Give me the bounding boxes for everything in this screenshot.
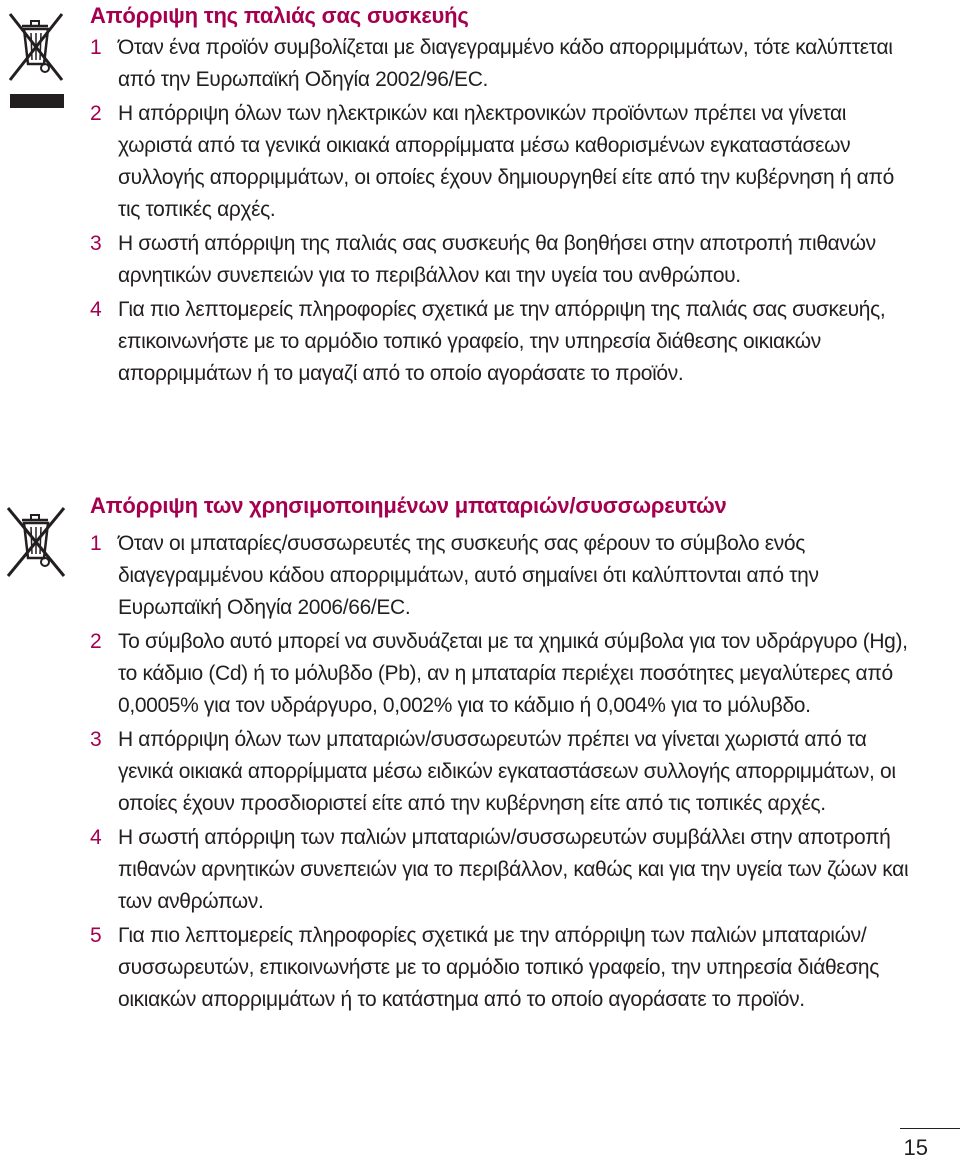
item-text: Το σύμβολο αυτό μπορεί να συνδυάζεται με τα χημικά σύμβολα για τον υδράργυρο (Hg), το κάδμιο (Cd) ή το μόλυβδο (Pb), αν η μπαταρία περιέχει ποσότητες μεγαλύτερες από 0,0005% για τον υδράργυρο, 0,002% για το κάδμιο ή 0,004% για το μόλυβδο. [118,630,908,717]
section-heading: Απόρριψη της παλιάς σας συσκευής [90,3,469,28]
item-text: Όταν ένα προϊόν συμβολίζεται με διαγεγραμμένο κάδο απορριμμάτων, τότε καλύπτεται από την Ευρωπαϊκή Οδηγία 2002/96/EC. [118,36,893,91]
instruction-list [90,528,920,1018]
item-text: Η σωστή απόρριψη των παλιών μπαταριών/συσσωρευτών συμβάλλει στην αποτροπή πιθανών αρνητικών συνεπειών για το περιβάλλον, καθώς και για την υγεία των ζώων και των ανθρώπων. [118,826,909,913]
item-text: Για πιο λεπτομερείς πληροφορίες σχετικά με την απόρριψη των παλιών μπαταριών/συσσωρευτών, επικοινωνήστε με το αρμόδιο τοπικό γραφείο, την υπηρεσία διάθεσης οικιακών απορριμμάτων ή το κατάστημα από το οποίο αγοράσατε το προϊόν. [118,924,880,1011]
list-item [90,528,920,624]
item-number: 4 [90,298,102,321]
item-number: 4 [90,826,102,849]
crossed-out-wheelie-bin-icon [0,494,70,584]
page-number-rule [900,1128,960,1129]
list-item [90,822,920,918]
item-number: 5 [90,924,102,947]
item-number: 2 [90,630,102,653]
item-text: Για πιο λεπτομερείς πληροφορίες σχετικά με την απόρριψη της παλιάς σας συσκευής, επικοινωνήστε με το αρμόδιο τοπικό γραφείο, την υπηρεσία διάθεσης οικιακών απορριμμάτων ή το μαγαζί από το οποίο αγοράσατε το προϊόν. [118,298,886,385]
list-item [90,228,920,292]
item-number: 3 [90,232,102,255]
item-text: Η απόρριψη όλων των ηλεκτρικών και ηλεκτρονικών προϊόντων πρέπει να γίνεται χωριστά από τα γενικά οικιακά απορρίμματα μέσω καθορισμένων εγκαταστάσεων συλλογής απορριμμάτων, οι οποίες έχουν δημιουργηθεί είτε από την κυβέρνηση ή από τις τοπικές αρχές. [118,102,894,221]
list-item [90,98,920,226]
item-number: 1 [90,36,102,59]
section-heading: Απόρριψη των χρησιμοποιημένων μπαταριών/συσσωρευτών [90,493,727,518]
crossed-out-wheelie-bin-with-bar-icon [0,2,70,114]
instruction-list [90,32,920,392]
list-item [90,294,920,390]
list-item [90,724,920,820]
list-item [90,32,920,96]
list-item [90,920,920,1016]
list-item [90,626,920,722]
page-number: 15 [903,1135,928,1160]
item-number: 1 [90,532,102,555]
item-text: Η σωστή απόρριψη της παλιάς σας συσκευής θα βοηθήσει στην αποτροπή πιθανών αρνητικών συνεπειών για το περιβάλλον και την υγεία του ανθρώπου. [118,232,876,287]
item-text: Η απόρριψη όλων των μπαταριών/συσσωρευτών πρέπει να γίνεται χωριστά από τα γενικά οικιακά απορρίμματα μέσω ειδικών εγκαταστάσεων συλλογής απορριμμάτων, οι οποίες έχουν προσδιοριστεί είτε από την κυβέρνηση είτε από τις τοπικές αρχές. [118,728,896,815]
item-text: Όταν οι μπαταρίες/συσσωρευτές της συσκευής σας φέρουν το σύμβολο ενός διαγεγραμμένου κάδου απορριμμάτων, αυτό σημαίνει ότι καλύπτονται από την Ευρωπαϊκή Οδηγία 2006/66/EC. [118,532,819,619]
item-number: 2 [90,102,102,125]
item-number: 3 [90,728,102,751]
